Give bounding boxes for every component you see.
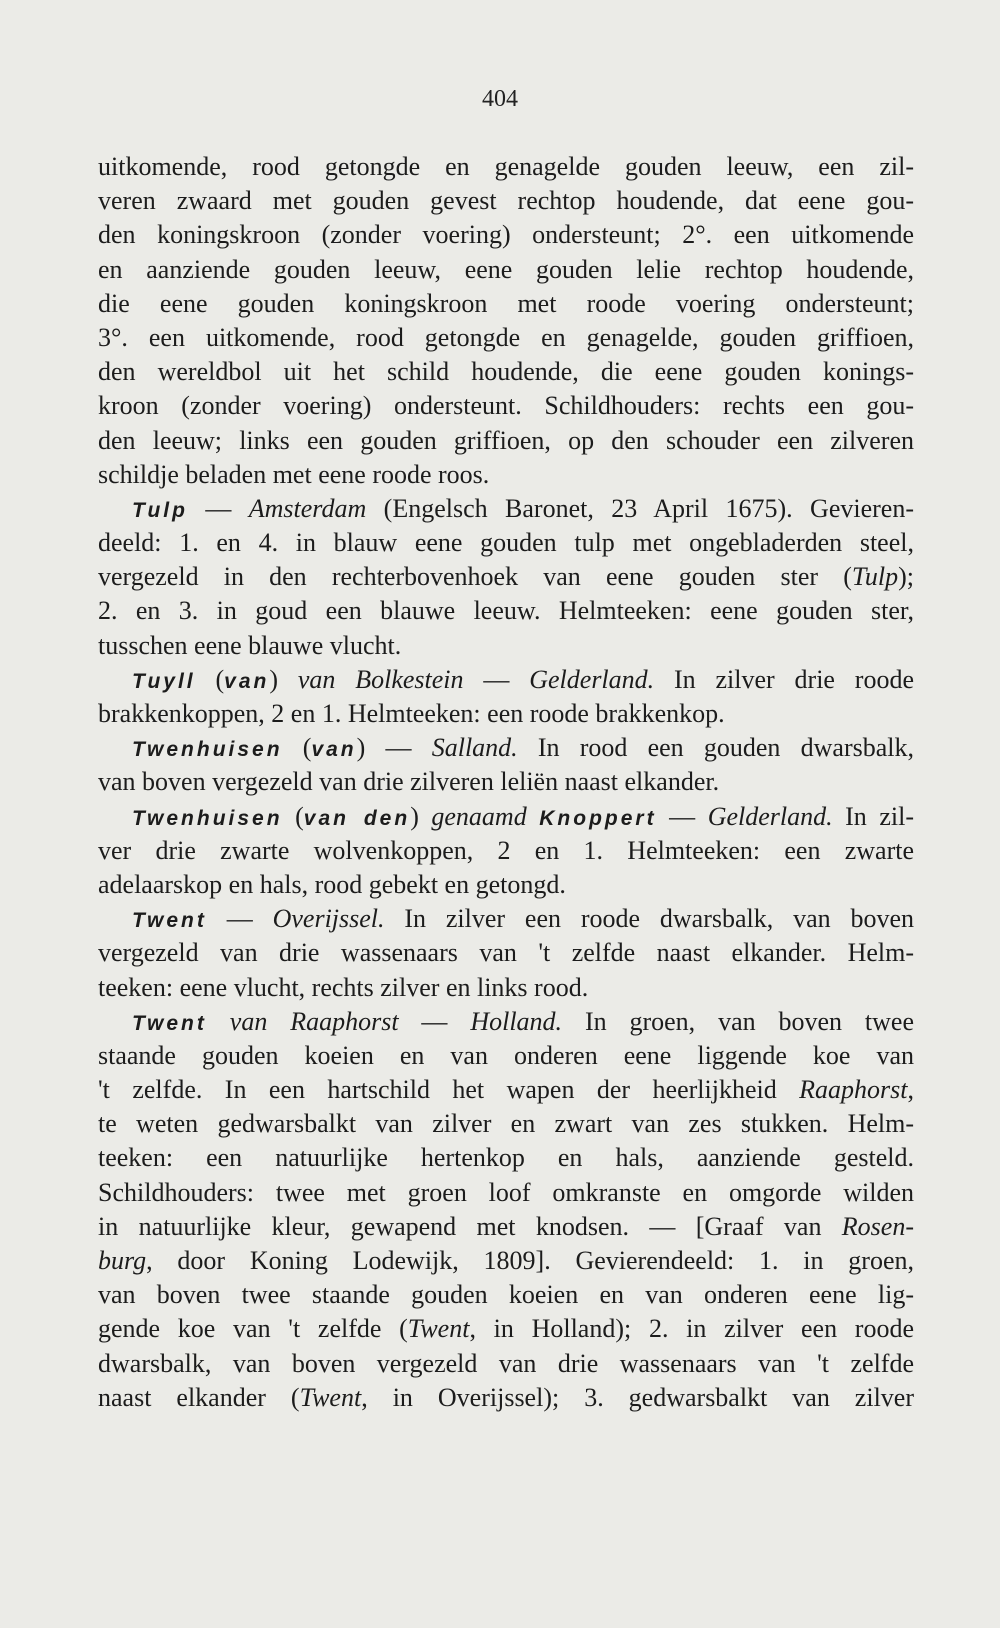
family-name: Twent xyxy=(132,1011,207,1035)
text-line xyxy=(98,902,914,936)
text-segment: — xyxy=(206,904,273,934)
text-segment: vergezeld in den rechterbovenhoek van eene gouden ster ( xyxy=(98,562,852,592)
text-segment xyxy=(527,802,540,831)
text-segment: ) — xyxy=(356,733,432,763)
text-segment: dwarsbalk, van boven vergezeld van drie wassenaars van 't zelfde xyxy=(98,1348,914,1378)
text-line xyxy=(98,1381,914,1415)
text-segment: In groen, van boven twee xyxy=(562,1006,914,1036)
text-segment: teeken: eene vlucht, rechts zilver en links rood. xyxy=(98,972,589,1002)
text-segment: gende koe van 't zelfde ( xyxy=(98,1314,408,1344)
text-segment: van boven twee staande gouden koeien en van onderen eene lig- xyxy=(98,1280,914,1310)
text-line xyxy=(98,629,914,663)
text-segment: tusschen eene blauwe vlucht. xyxy=(98,630,402,660)
text-segment: in natuurlijke kleur, gewapend met knodsen. — [Graaf van xyxy=(98,1211,842,1241)
text-segment: ); xyxy=(898,562,914,592)
italic-text: Twent xyxy=(299,1382,362,1412)
family-name: van xyxy=(224,669,270,693)
text-line xyxy=(98,1073,914,1107)
text-line xyxy=(98,218,914,252)
text-line xyxy=(98,663,914,697)
text-line xyxy=(98,1244,914,1278)
text-segment: ( xyxy=(282,801,304,831)
text-line xyxy=(98,800,914,834)
text-segment: deeld: 1. en 4. in blauw eene gouden tulp met ongebladerden steel, xyxy=(98,528,914,558)
text-segment: den leeuw; links een gouden griffioen, op den schouder een zilveren xyxy=(98,425,914,455)
italic-text: Gelderland. xyxy=(529,664,655,694)
text-segment: naast elkander ( xyxy=(98,1382,300,1412)
text-segment: ) xyxy=(410,801,432,831)
text-segment: kroon (zonder voering) ondersteunt. Schildhouders: rechts een gou- xyxy=(98,391,914,421)
italic-text: Overijssel. xyxy=(272,904,385,934)
text-segment: ver drie zwarte wolvenkoppen, 2 en 1. Helmteeken: een zwarte xyxy=(98,835,914,865)
italic-text: van Bolkestein xyxy=(297,664,464,694)
text-segment: ) xyxy=(269,664,298,694)
text-line xyxy=(98,834,914,868)
italic-text: Gelderland. xyxy=(707,801,833,831)
text-segment: en aanziende gouden leeuw, eene gouden lelie rechtop houdende, xyxy=(98,254,914,284)
text-segment: te weten gedwarsbalkt van zilver en zwart van zes stukken. Helm- xyxy=(98,1109,914,1139)
family-name: Tulp xyxy=(132,498,188,522)
family-name: van den xyxy=(303,806,411,830)
family-name: Twenhuisen xyxy=(132,806,283,830)
text-line xyxy=(98,594,914,628)
text-segment: veren zwaard met gouden gevest rechtop houdende, dat eene gou- xyxy=(98,186,914,216)
text-segment: 3°. een uitkomende, rood getongde en genagelde, gouden griffioen, xyxy=(98,322,914,352)
text-line xyxy=(98,287,914,321)
text-line xyxy=(98,1039,914,1073)
text-line xyxy=(98,1107,914,1141)
text-line xyxy=(98,389,914,423)
text-line xyxy=(98,1312,914,1346)
text-segment: — xyxy=(398,1006,471,1036)
text-line xyxy=(98,560,914,594)
text-segment: van boven vergezeld van drie zilveren leliën naast elkander. xyxy=(98,767,720,797)
page-number: 404 xyxy=(482,86,518,112)
text-segment: , door Koning Lodewijk, 1809]. Gevierendeeld: 1. in groen, xyxy=(146,1246,914,1275)
text-segment: 't zelfde. In een hartschild het wapen der heerlijkheid xyxy=(98,1075,800,1105)
family-name: Knoppert xyxy=(539,806,657,830)
text-segment: — xyxy=(187,493,249,523)
text-segment: In zil- xyxy=(832,801,914,831)
text-segment: In zilver een roode dwarsbalk, van boven xyxy=(384,904,915,934)
text-line xyxy=(98,1176,914,1210)
text-segment: (Engelsch Baronet, 23 April 1675). Gevieren- xyxy=(366,493,914,523)
text-line xyxy=(98,936,914,970)
text-segment: ( xyxy=(195,664,225,694)
text-line xyxy=(98,355,914,389)
text-segment: In rood een gouden dwarsbalk, xyxy=(517,733,914,763)
family-name: Twenhuisen xyxy=(132,738,283,762)
italic-text: van Raaphorst xyxy=(229,1006,399,1036)
text-segment: Schildhouders: twee met groen loof omkranste en omgorde wilden xyxy=(98,1177,914,1207)
text-line xyxy=(98,150,914,184)
body-text xyxy=(98,150,914,1415)
italic-text: Rosen- xyxy=(841,1211,914,1241)
text-segment: vergezeld van drie wassenaars van 't zelfde naast elkander. Helm- xyxy=(98,938,914,968)
text-segment: den wereldbol uit het schild houdende, die eene gouden konings- xyxy=(98,357,914,387)
text-segment: die eene gouden koningskroon met roode voering ondersteunt; xyxy=(98,288,914,318)
text-line xyxy=(98,731,914,765)
text-segment: In zilver drie roode xyxy=(654,664,915,694)
text-segment: , in Holland); 2. in zilver een roode xyxy=(469,1314,914,1344)
family-name: van xyxy=(311,738,357,762)
text-line xyxy=(98,697,914,731)
text-line xyxy=(98,424,914,458)
text-line xyxy=(98,1278,914,1312)
text-line xyxy=(98,971,914,1005)
italic-text: Raaphorst xyxy=(799,1075,908,1105)
text-segment: uitkomende, rood getongde en genagelde gouden leeuw, een zil- xyxy=(98,152,914,181)
text-line xyxy=(98,253,914,287)
text-line xyxy=(98,868,914,902)
text-line xyxy=(98,184,914,218)
italic-text: burg xyxy=(98,1246,147,1275)
italic-text: Holland. xyxy=(470,1006,563,1036)
text-segment: schildje beladen met eene roode roos. xyxy=(98,459,490,489)
text-segment: ( xyxy=(282,733,312,763)
text-line xyxy=(98,321,914,355)
text-line xyxy=(98,492,914,526)
text-segment: — xyxy=(463,664,530,694)
italic-text: Tulp xyxy=(851,562,899,592)
text-segment: , xyxy=(907,1075,914,1105)
text-line xyxy=(98,1210,914,1244)
text-segment: , in Overijssel); 3. gedwarsbalkt van zilver xyxy=(361,1382,914,1412)
text-segment: teeken: een natuurlijke hertenkop en hals, aanziende gesteld. xyxy=(98,1143,914,1173)
text-segment: brakkenkoppen, 2 en 1. Helmteeken: een roode brakkenkop. xyxy=(98,699,725,728)
italic-text: Salland. xyxy=(431,733,518,763)
family-name: Twent xyxy=(132,909,207,933)
text-line xyxy=(98,458,914,492)
text-segment: den koningskroon (zonder voering) ondersteunt; 2°. een uitkomende xyxy=(98,220,914,250)
text-line xyxy=(98,1141,914,1175)
text-line xyxy=(98,765,914,799)
text-line xyxy=(98,526,914,560)
text-line xyxy=(98,1005,914,1039)
text-line xyxy=(98,1347,914,1381)
text-segment: adelaarskop en hals, rood gebekt en getongd. xyxy=(98,869,566,899)
text-segment xyxy=(207,1007,230,1036)
text-segment: staande gouden koeien en van onderen eene liggende koe van xyxy=(98,1040,914,1070)
text-segment: — xyxy=(656,801,708,831)
italic-text: Amsterdam xyxy=(248,493,367,523)
italic-text: genaamd xyxy=(431,801,527,831)
italic-text: Twent xyxy=(407,1314,470,1344)
family-name: Tuyll xyxy=(132,669,196,693)
text-segment: 2. en 3. in goud een blauwe leeuw. Helmteeken: eene gouden ster, xyxy=(98,596,914,626)
